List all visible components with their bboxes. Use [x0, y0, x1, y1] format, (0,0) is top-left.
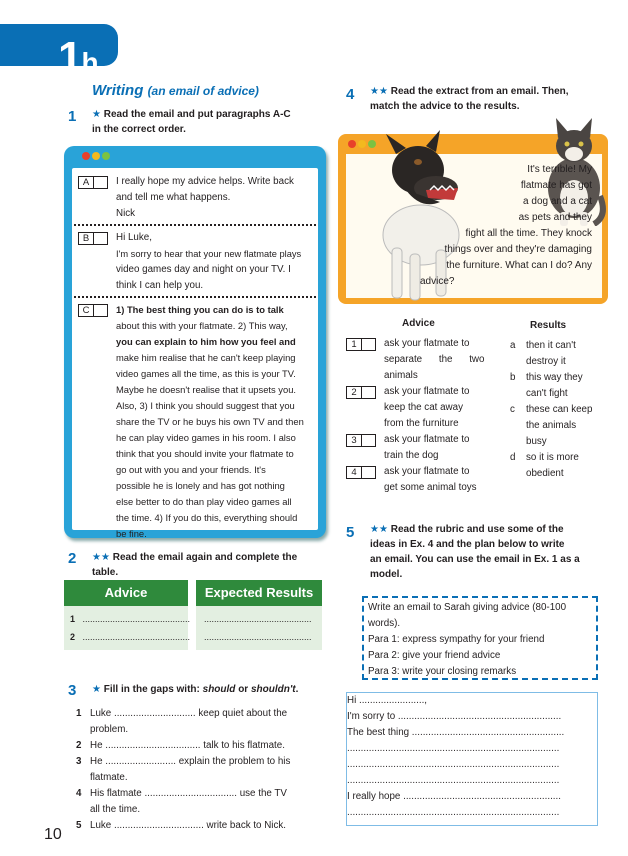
- plan-line[interactable]: ..............................................................................: [347, 759, 560, 770]
- table-row[interactable]: 2 ...........................................: [70, 632, 191, 642]
- maximize-dot-icon: [102, 152, 110, 160]
- gap-item-cont: all the time.: [90, 804, 141, 815]
- advice-4-box[interactable]: 4: [346, 466, 376, 479]
- gap-item: 3 He .......................... explain the problem to his: [76, 756, 291, 767]
- extract-window: [338, 134, 608, 304]
- advice-2-box[interactable]: 2: [346, 386, 376, 399]
- result-d: d so it is more obedient: [510, 452, 579, 479]
- table-row[interactable]: 1 ...........................................: [70, 614, 191, 624]
- ex3-instruction: ★ Fill in the gaps with: should or shouldn't.: [92, 684, 299, 695]
- plan-line[interactable]: I really hope ..........................................................: [347, 791, 561, 802]
- ex5-number: 5: [346, 524, 355, 541]
- gap-item: 2 He ................................... talk to his flatmate.: [76, 740, 285, 751]
- gap-item: 1 Luke .............................. keep quiet about the: [76, 708, 288, 719]
- advice-heading: Advice: [402, 318, 435, 329]
- plan-line[interactable]: I'm sorry to ............................................................: [347, 711, 562, 722]
- section-title: Writing (an email of advice): [92, 82, 259, 99]
- table-header-advice: Advice: [64, 580, 188, 606]
- advice-4-text: ask your flatmate to get some animal toys: [384, 466, 477, 493]
- ex2-number: 2: [68, 550, 77, 567]
- unit-tab: [0, 24, 118, 82]
- para-b-text: Hi Luke, I'm sorry to hear that your new flatmate plays video games day and night on your TV. I think I can help you.: [116, 232, 302, 291]
- result-b: b this way they can't fight: [510, 372, 583, 399]
- plan-line[interactable]: The best thing ........................................................: [347, 727, 565, 738]
- plan-line[interactable]: ..............................................................................: [347, 743, 560, 754]
- result-c: c these can keep the animals busy: [510, 404, 593, 447]
- unit-label: 1h: [58, 33, 98, 82]
- para-a-box[interactable]: A: [78, 176, 108, 189]
- result-a: a then it can't destroy it: [510, 340, 576, 367]
- para-b-box[interactable]: B: [78, 232, 108, 245]
- window-controls: [82, 152, 110, 160]
- results-heading: Results: [530, 320, 567, 331]
- extract-text: It's terrible! My flatmate has got a dog and a cat as pets and they fight all the time. They knock things over and they're damaging the furniture. What can I do? Any advice?: [420, 164, 592, 287]
- divider: [74, 224, 316, 226]
- plan-line[interactable]: ..............................................................................: [347, 775, 560, 786]
- writing-rubric: Write an email to Sarah giving advice (80-100 words). Para 1: express sympathy for your friend Para 2: give your friend advice Para 3: write your closing remarks: [362, 596, 598, 680]
- close-dot-icon: [82, 152, 90, 160]
- divider: [74, 296, 316, 298]
- ex1-instruction: ★ Read the email and put paragraphs A-C in the correct order.: [92, 109, 291, 135]
- plan-line[interactable]: Hi ........................,: [347, 695, 428, 706]
- email-window: [64, 146, 326, 538]
- close-dot-icon: [348, 140, 356, 148]
- para-c-box[interactable]: C: [78, 304, 108, 317]
- gap-item-cont: flatmate.: [90, 772, 128, 783]
- advice-column: [64, 606, 191, 650]
- table-cell[interactable]: ...........................................: [204, 632, 312, 642]
- ex4-number: 4: [346, 86, 355, 103]
- email-body: [72, 168, 318, 539]
- ex5-instruction: ★★ Read the rubric and use some of the ideas in Ex. 4 and the plan below to write an email. You can use the email in Ex. 1 as a model.: [370, 524, 580, 580]
- gap-item: 5 Luke ................................. write back to Nick.: [76, 820, 286, 831]
- ex2-instruction: ★★ Read the email again and complete the table.: [92, 552, 298, 578]
- para-a-text: I really hope my advice helps. Write back and tell me what happens. Nick: [116, 176, 294, 219]
- ex1-number: 1: [68, 108, 77, 125]
- para-c-text: 1) The best thing you can do is to talk about this with your flatmate. 2) This way, you can explain to him how you feel and make him realise that he can't keep playing video games all the time, as this is your TV. Maybe he doesn't realise that it upsets you. Also, 3) I think you should suggest that you share the TV or he buys his own TV and then he can play video games in his room. I also think that you should invite your flatmate to go out with you and your friends. It's possible he is lonely and has got nothing else better to do than play video games all the time. 4) If you do this, everything should be fine.: [116, 304, 304, 539]
- results-column: [196, 606, 322, 650]
- ex4-instruction: ★★ Read the extract from an email. Then, match the advice to the results.: [370, 86, 569, 112]
- page-number: 10: [44, 826, 62, 843]
- gap-item: 4 His flatmate .................................. use the TV: [76, 788, 287, 799]
- table-header-results: Expected Results: [196, 580, 322, 606]
- advice-3-text: ask your flatmate to train the dog: [384, 434, 470, 461]
- minimize-dot-icon: [358, 140, 366, 148]
- gap-item-cont: problem.: [90, 724, 129, 735]
- advice-table: [64, 580, 322, 650]
- ex3-number: 3: [68, 682, 77, 699]
- advice-3-box[interactable]: 3: [346, 434, 376, 447]
- table-cell[interactable]: ...........................................: [204, 614, 312, 624]
- minimize-dot-icon: [92, 152, 100, 160]
- plan-line[interactable]: ..............................................................................: [347, 807, 560, 818]
- writing-plan[interactable]: [346, 692, 598, 826]
- advice-1-box[interactable]: 1: [346, 338, 376, 351]
- advice-1-text: ask your flatmate to separate the two animals: [384, 338, 485, 381]
- advice-2-text: ask your flatmate to keep the cat away from the furniture: [384, 386, 470, 429]
